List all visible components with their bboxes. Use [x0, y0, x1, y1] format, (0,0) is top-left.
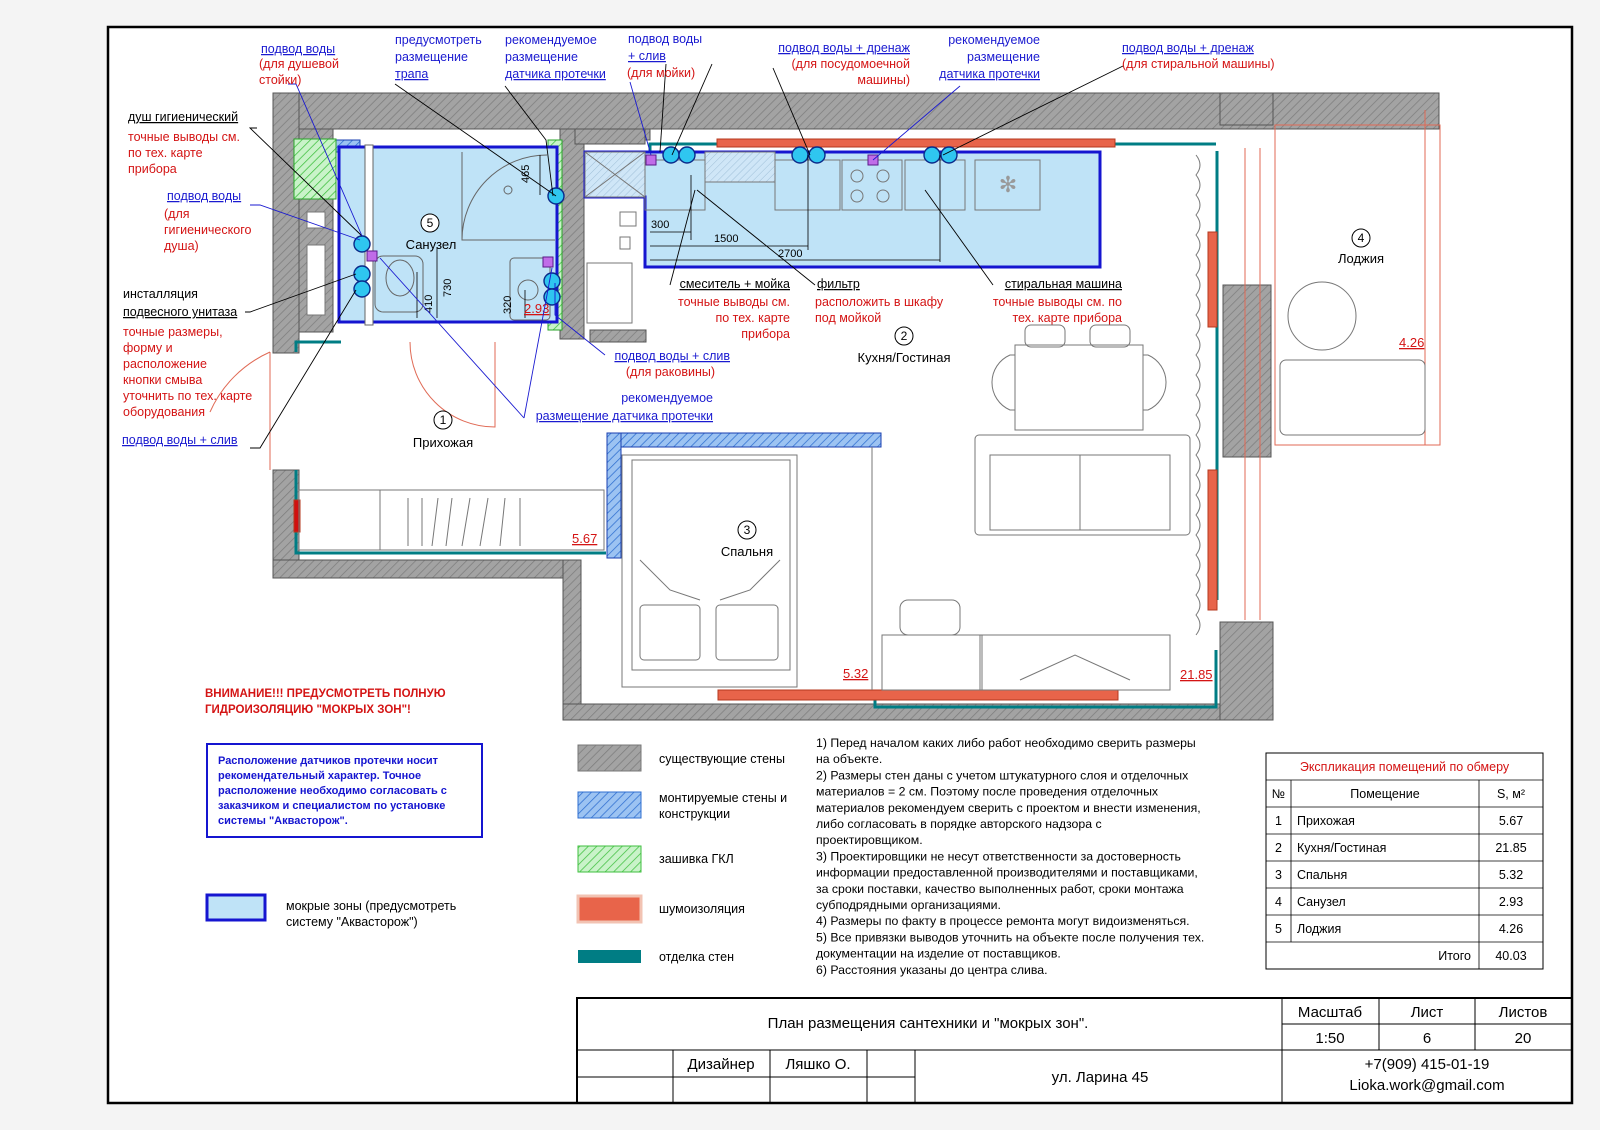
water-outlet-icon [792, 147, 808, 163]
note-line: на объекте. [816, 752, 883, 767]
svg-text:расположить в шкафу: расположить в шкафу [815, 295, 944, 309]
svg-text:точные выводы см.: точные выводы см. [128, 130, 240, 144]
sheets-label: Листов [1498, 1004, 1548, 1021]
dim-320: 320 [502, 295, 514, 314]
explication-cell: Кухня/Гостиная [1297, 841, 1387, 855]
svg-text:подвесного унитаза: подвесного унитаза [123, 305, 238, 319]
svg-text:по тех. карте: по тех. карте [128, 146, 203, 160]
explication-table [1266, 753, 1543, 969]
designer-name: Ляшко О. [785, 1056, 851, 1073]
svg-text:зашивка ГКЛ: зашивка ГКЛ [659, 852, 734, 866]
explication-cell: 2.93 [1498, 895, 1524, 909]
note-line: либо согласовать в порядке авторского надзора с [816, 817, 1102, 831]
svg-text:размещение: размещение [505, 50, 578, 64]
svg-text:размещение: размещение [395, 50, 468, 64]
svg-text:монтируемые стены и: монтируемые стены и [659, 791, 788, 805]
email: Lioka.work@gmail.com [1349, 1077, 1505, 1094]
svg-text:предусмотреть: предусмотреть [395, 33, 482, 47]
sheet-value: 6 [1422, 1030, 1432, 1047]
svg-text:мокрые зоны (предусмотреть: мокрые зоны (предусмотреть [286, 899, 457, 913]
explication-cell: Спальня [1297, 868, 1348, 882]
note-line: за сроки поставки, качество выполненных работ, сроки монтажа [816, 881, 1184, 896]
svg-text:уточнить по тех. карте: уточнить по тех. карте [123, 389, 253, 403]
svg-text:смеситель + мойка: смеситель + мойка [679, 277, 790, 291]
explication-cell: 5.32 [1498, 868, 1524, 882]
sheets-value: 20 [1514, 1030, 1532, 1047]
svg-text:оборудования: оборудования [123, 405, 206, 419]
svg-text:5: 5 [426, 216, 434, 230]
svg-text:стойки): стойки) [259, 73, 302, 87]
svg-text:размещение: размещение [967, 50, 1040, 64]
svg-text:машины): машины) [857, 73, 910, 87]
explication-cell: 5 [1275, 922, 1282, 936]
explication-total-value: 40.03 [1495, 949, 1527, 963]
explication-cell: 5.67 [1498, 814, 1524, 828]
water-outlet-icon [809, 147, 825, 163]
svg-text:душ гигиенический: душ гигиенический [128, 110, 239, 124]
svg-text:точные выводы см. по: точные выводы см. по [992, 295, 1122, 309]
sheet-label: Лист [1410, 1004, 1444, 1021]
svg-text:датчика протечки: датчика протечки [505, 67, 606, 81]
explication-header: № [1271, 787, 1286, 801]
water-outlet-icon [924, 147, 940, 163]
explication-cell: Санузел [1297, 895, 1346, 909]
svg-text:датчика протечки: датчика протечки [939, 67, 1040, 81]
svg-text:рекомендуемое: рекомендуемое [621, 391, 713, 405]
note-line: материалов рекомендуем сверить с проектом и внести изменения, [816, 800, 1201, 815]
svg-text:(для мойки): (для мойки) [627, 66, 696, 80]
svg-text:прибора: прибора [741, 327, 790, 341]
area-hall: 5.67 [572, 531, 598, 546]
svg-text:4: 4 [1357, 231, 1365, 245]
svg-text:3: 3 [743, 523, 751, 537]
svg-text:2: 2 [900, 329, 908, 343]
explication-header: S, м² [1496, 787, 1526, 801]
svg-text:рекомендуемое: рекомендуемое [505, 33, 597, 47]
note-line: материалов = 2 см. Поэтому после проведения отделочных [816, 784, 1159, 799]
dim-1500: 1500 [714, 233, 739, 245]
svg-text:подвод воды + дренаж: подвод воды + дренаж [1122, 41, 1254, 55]
water-outlet-icon [354, 266, 370, 282]
svg-text:рекомендательный характер. Точ: рекомендательный характер. Точное [218, 770, 422, 782]
explication-title: Экспликация помещений по обмеру [1299, 760, 1510, 774]
svg-text:стиральная машина: стиральная машина [1004, 277, 1122, 291]
legend-swatch-gkl [578, 846, 641, 872]
dim-730: 730 [442, 278, 454, 297]
leak-sensor-icon [543, 257, 553, 267]
water-outlet-icon [544, 273, 560, 289]
svg-text:душа): душа) [164, 239, 199, 253]
explication-header: Помещение [1350, 787, 1420, 801]
plan-title: План размещения сантехники и "мокрых зон". [767, 1015, 1089, 1032]
sensor-note-box [207, 744, 482, 837]
note-line: 2) Размеры стен даны с учетом штукатурного слоя и отделочных [816, 768, 1189, 783]
legend-swatch-noise [578, 896, 641, 922]
note-line: 3) Проектировщики не несут ответственности за достоверность [816, 849, 1181, 864]
water-outlet-icon [663, 147, 679, 163]
explication-cell: Прихожая [1297, 814, 1355, 828]
svg-text:системы "Аквасторож".: системы "Аквасторож". [218, 815, 348, 827]
svg-text:подвод воды: подвод воды [167, 189, 242, 203]
water-outlet-icon [679, 147, 695, 163]
svg-text:(для стиральной машины): (для стиральной машины) [1122, 57, 1275, 71]
svg-text:подвод воды + слив: подвод воды + слив [122, 433, 238, 447]
svg-text:тех. карте прибора: тех. карте прибора [1012, 311, 1122, 325]
scale-value: 1:50 [1315, 1030, 1345, 1047]
svg-text:инсталляция: инсталляция [123, 287, 198, 301]
svg-text:Прихожая: Прихожая [412, 435, 474, 450]
general-notes [816, 736, 1204, 977]
note-line: проектировщиком. [816, 833, 923, 848]
svg-text:✻: ✻ [998, 172, 1018, 197]
svg-text:1: 1 [439, 413, 447, 427]
area-bedroom: 5.32 [843, 666, 869, 681]
svg-text:рекомендуемое: рекомендуемое [948, 33, 1040, 47]
svg-text:точные размеры,: точные размеры, [123, 325, 223, 339]
svg-text:подвод воды: подвод воды [628, 32, 703, 46]
svg-text:по тех. карте: по тех. карте [715, 311, 790, 325]
explication-cell: 21.85 [1495, 841, 1527, 855]
note-line: документации на изделие от поставщиков. [816, 946, 1061, 961]
svg-text:гигиенического: гигиенического [164, 223, 252, 237]
svg-text:ГИДРОИЗОЛЯЦИЮ "МОКРЫХ ЗОН"!: ГИДРОИЗОЛЯЦИЮ "МОКРЫХ ЗОН"! [205, 704, 411, 716]
legend-swatch-finish [578, 950, 641, 963]
legend-swatch-existing-walls [578, 745, 641, 771]
explication-cell: 4 [1275, 895, 1282, 909]
svg-text:под мойкой: под мойкой [815, 311, 882, 325]
svg-text:конструкции: конструкции [659, 807, 731, 821]
svg-text:размещение датчика протечки: размещение датчика протечки [535, 409, 713, 423]
dim-465: 465 [520, 164, 532, 183]
svg-text:точные выводы см.: точные выводы см. [678, 295, 790, 309]
legend-swatch-new-walls [578, 792, 641, 818]
callout-hall-water [122, 433, 238, 447]
svg-text:(для душевой: (для душевой [259, 57, 339, 71]
svg-text:отделка стен: отделка стен [659, 950, 734, 964]
svg-text:кнопки смыва: кнопки смыва [123, 373, 203, 387]
note-line: 5) Все привязки выводов уточнить на объекте после получения тех. [816, 930, 1205, 945]
svg-text:расположение: расположение [123, 357, 207, 371]
svg-text:систему "Аквасторож"): систему "Аквасторож") [286, 915, 418, 929]
explication-cell: 4.26 [1498, 922, 1524, 936]
svg-text:подвод воды + слив: подвод воды + слив [614, 349, 730, 363]
explication-cell: 1 [1275, 814, 1282, 828]
explication-cell: Лоджия [1297, 922, 1342, 936]
note-line: информации предоставленной производителями и поставщиками, [816, 865, 1198, 880]
water-outlet-icon [354, 281, 370, 297]
svg-text:существующие стены: существующие стены [659, 752, 785, 766]
address: ул. Ларина 45 [1051, 1069, 1149, 1086]
scale-label: Масштаб [1297, 1004, 1363, 1021]
dim-410: 410 [423, 294, 435, 313]
phone: +7(909) 415-01-19 [1364, 1056, 1490, 1073]
svg-text:форму и: форму и [123, 341, 173, 355]
note-line: 6) Расстояния указаны до центра слива. [816, 962, 1048, 977]
svg-text:ВНИМАНИЕ!!! ПРЕДУСМОТРЕТЬ ПОЛН: ВНИМАНИЕ!!! ПРЕДУСМОТРЕТЬ ПОЛНУЮ [205, 688, 446, 700]
svg-text:Спальня: Спальня [720, 544, 774, 559]
svg-text:трапа: трапа [395, 67, 429, 81]
designer-label: Дизайнер [687, 1056, 755, 1073]
svg-text:заказчиком и специалистом по у: заказчиком и специалистом по установке [218, 800, 446, 812]
area-kitchen: 21.85 [1180, 667, 1213, 682]
svg-text:Санузел: Санузел [405, 237, 457, 252]
note-line: 1) Перед началом каких либо работ необходимо сверить размеры [816, 736, 1196, 750]
svg-text:фильтр: фильтр [817, 277, 860, 291]
svg-text:(для посудомоечной: (для посудомоечной [791, 57, 910, 71]
svg-text:подвод воды: подвод воды [261, 42, 336, 56]
explication-cell: 3 [1275, 868, 1282, 882]
callout-wmachine [993, 277, 1122, 325]
svg-text:Расположение датчиков протечки: Расположение датчиков протечки носит [218, 755, 439, 767]
dim-300: 300 [651, 219, 670, 231]
note-line: 4) Размеры по факту в процессе ремонта могут видоизменяться. [816, 914, 1190, 929]
note-line: субподрядными организациями. [816, 898, 1001, 912]
svg-text:(для: (для [164, 207, 190, 221]
svg-text:+ слив: + слив [628, 49, 666, 63]
area-bathroom: 2.93 [524, 301, 550, 316]
svg-text:шумоизоляция: шумоизоляция [659, 902, 745, 916]
svg-text:(для раковины): (для раковины) [625, 365, 715, 379]
explication-total-label: Итого [1438, 949, 1471, 963]
svg-text:Лоджия: Лоджия [1337, 251, 1385, 266]
leak-sensor-icon [646, 155, 656, 165]
explication-cell: 2 [1275, 841, 1282, 855]
dim-2700: 2700 [778, 248, 803, 260]
leak-sensor-icon [367, 251, 377, 261]
area-loggia: 4.26 [1399, 335, 1425, 350]
svg-text:прибора: прибора [128, 162, 177, 176]
svg-text:расположение необходимо соглас: расположение необходимо согласовать с [218, 785, 447, 797]
svg-text:подвод воды + дренаж: подвод воды + дренаж [778, 41, 910, 55]
svg-text:Кухня/Гостиная: Кухня/Гостиная [857, 350, 951, 365]
